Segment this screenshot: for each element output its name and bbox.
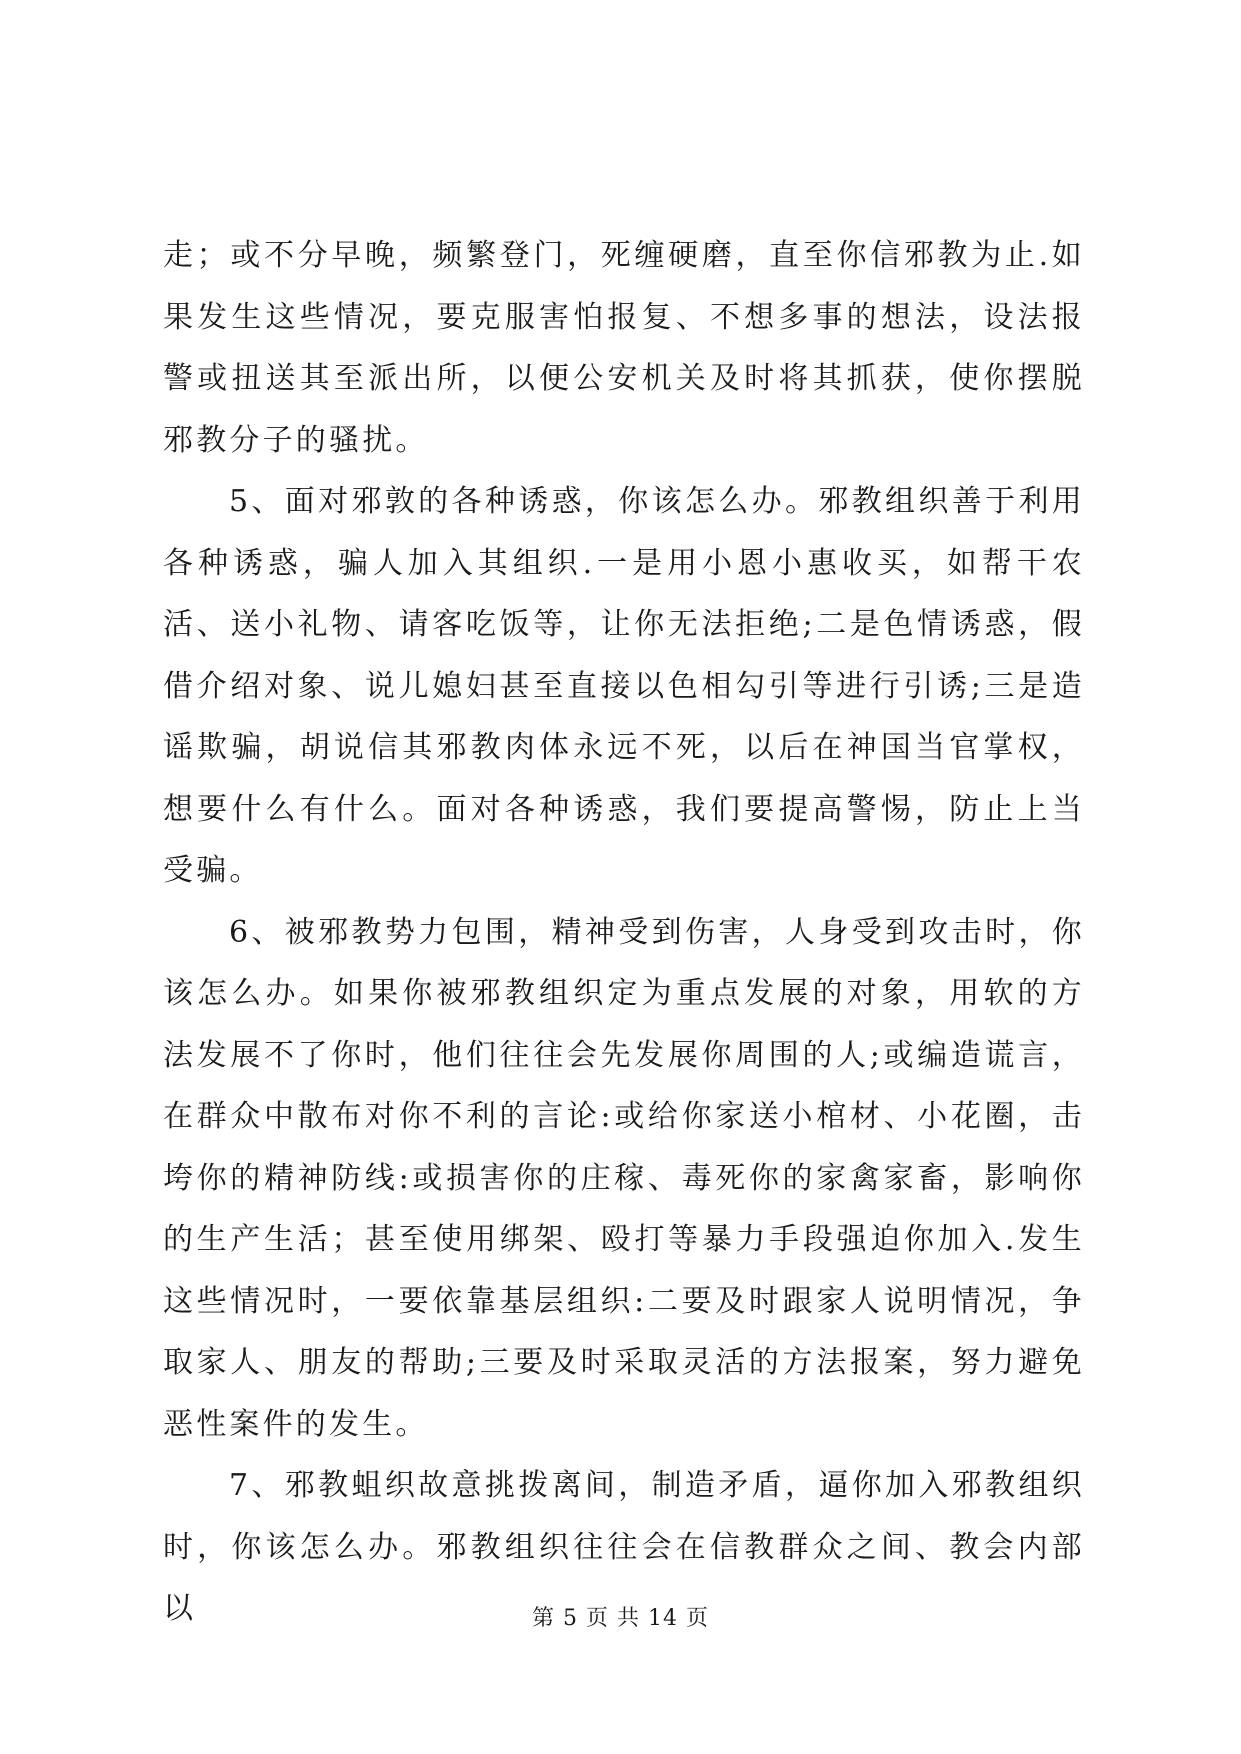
paragraph-continued: 走；或不分早晚，频繁登门，死缠硬磨，直至你信邪教为止.如果发生这些情况，要克服害怕报复、不想多事的想法，设法报警或扭送其至派出所，以便公安机关及时将其抓获，使你摆脱邪教分子的骚扰。	[163, 238, 1085, 458]
page-number-footer: 第 5 页 共 14 页	[532, 1606, 709, 1631]
document-body	[163, 225, 1085, 1640]
paragraph-item-6: 6、被邪教势力包围，精神受到伤害，人身受到攻击时，你该怎么办。如果你被邪教组织定为重点发展的对象，用软的方法发展不了你时，他们往往会先发展你周围的人;或编造谎言，在群众中散布对你不利的言论:或给你家送小棺材、小花圈，击垮你的精神防线:或损害你的庄稼、毒死你的家禽家畜，影响你的生产生活；甚至使用绑架、殴打等暴力手段强迫你加入.发生这些情况时，一要依靠基层组织:二要及时跟家人说明情况，争取家人、朋友的帮助;三要及时采取灵活的方法报案，努力避免恶性案件的发生。	[163, 914, 1085, 1442]
paragraph-item-5: 5、面对邪敦的各种诱惑，你该怎么办。邪教组织善于利用各种诱惑，骗人加入其组织.一是用小恩小惠收买，如帮干农活、送小礼物、请客吃饭等，让你无法拒绝;二是色情诱惑，假借介绍对象、说儿媳妇甚至直接以色相勾引等进行引诱;三是造谣欺骗，胡说信其邪教肉体永远不死，以后在神国当官掌权，想要什么有什么。面对各种诱惑，我们要提高警惕，防止上当受骗。	[163, 484, 1085, 888]
paragraph-item-7: 7、邪教蛆织故意挑拨离间，制造矛盾，逼你加入邪教组织时，你该怎么办。邪教组织往往会在信教群众之间、教会内部以	[163, 1468, 1085, 1626]
